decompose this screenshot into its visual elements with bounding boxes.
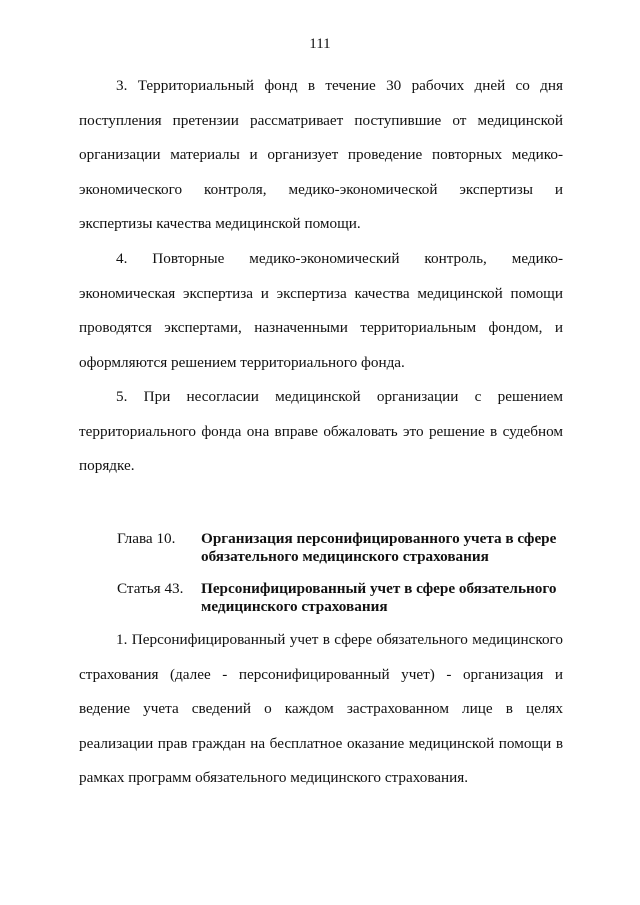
article-title: Персонифицированный учет в сфере обязательного медицинского страхования	[201, 580, 557, 615]
chapter-title: Организация персонифицированного учета в сфере обязательного медицинского страхования	[201, 530, 557, 565]
paragraph-4: 4. Повторные медико-экономический контроль, медико-экономическая экспертиза и экспертиза качества медицинской помощи проводятся экспертами, назначенными территориальным фондом, и оформляются решением территориального фонда.	[79, 250, 563, 371]
page-number: 111	[309, 36, 331, 52]
paragraph-3: 3. Территориальный фонд в течение 30 рабочих дней со дня поступления претензии рассматривает поступившие от медицинской организации материалы и организует проведение повторных медико-экономического контроля, медико-экономической экспертизы и экспертизы качества медицинской помощи.	[79, 77, 563, 232]
article-label: Статья 43.	[117, 580, 184, 597]
paragraph-5: 5. При несогласии медицинской организации с решением территориального фонда она вправе обжаловать это решение в судебном порядке.	[79, 388, 563, 474]
article-paragraph-1: 1. Персонифицированный учет в сфере обязательного медицинского страхования (далее - персонифицированный учет) - организация и ведение учета сведений о каждом застрахованном лице в целях реализации прав граждан на бесплатное оказание медицинской помощи в рамках программ обязательного медицинского страхования.	[79, 631, 563, 786]
chapter-label: Глава 10.	[117, 530, 176, 547]
